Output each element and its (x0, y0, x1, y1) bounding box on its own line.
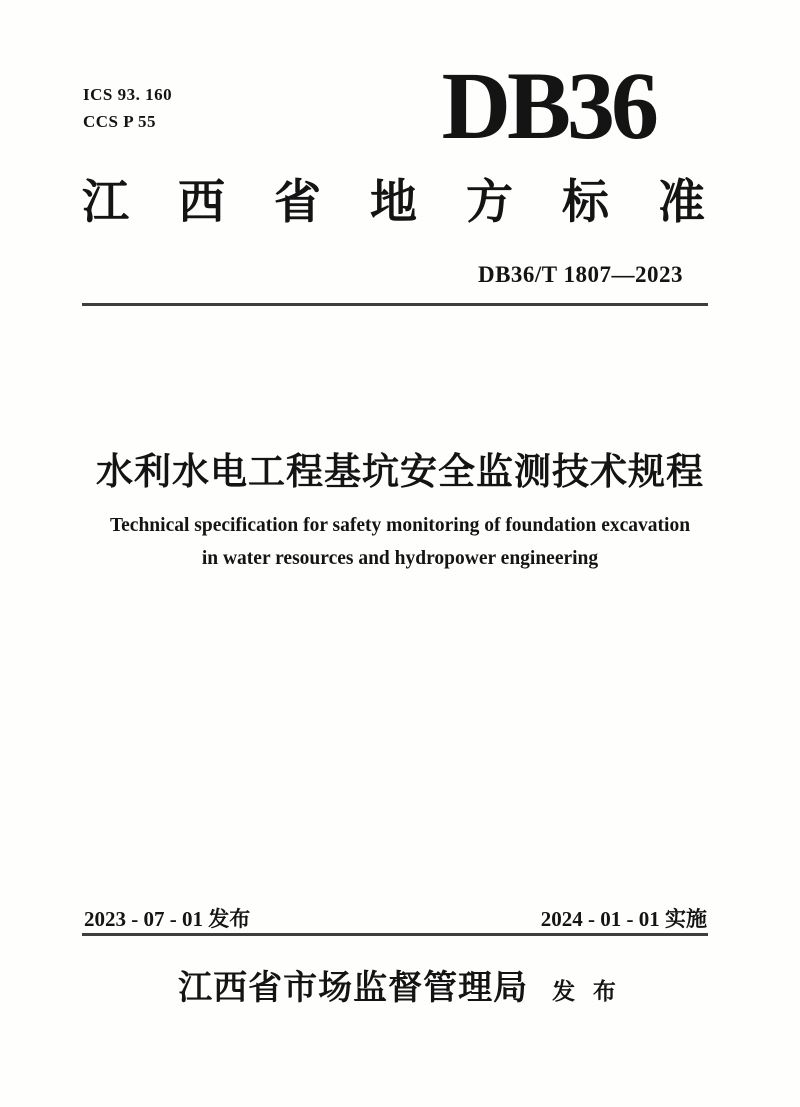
implementation-date: 2024 - 01 - 01 实施 (540, 907, 707, 931)
dates-row (84, 903, 707, 933)
standard-type-title: 江西省地方标准 (82, 177, 705, 229)
publisher-name: 江西省市场监督管理局 (178, 970, 529, 1007)
title-english (0, 509, 800, 575)
bottom-divider (82, 933, 708, 936)
publisher-row (0, 960, 800, 1009)
publish-action-label: 发 布 (552, 979, 622, 1004)
issue-date: 2023 - 07 - 01 发布 (84, 907, 251, 931)
top-divider (82, 303, 708, 306)
ccs-code: CCS P 55 (83, 112, 156, 131)
classification-codes (83, 81, 172, 135)
db36-logo: DB36 (441, 52, 655, 159)
doc-number: DB36/T 1807—2023 (477, 262, 683, 287)
title-english-line2: in water resources and hydropower engineering (201, 548, 599, 569)
title-chinese: 水利水电工程基坑安全监测技术规程 (96, 451, 704, 492)
title-english-line1: Technical specification for safety monitoring of foundation excavation (109, 515, 691, 536)
ics-code: ICS 93. 160 (83, 85, 173, 104)
